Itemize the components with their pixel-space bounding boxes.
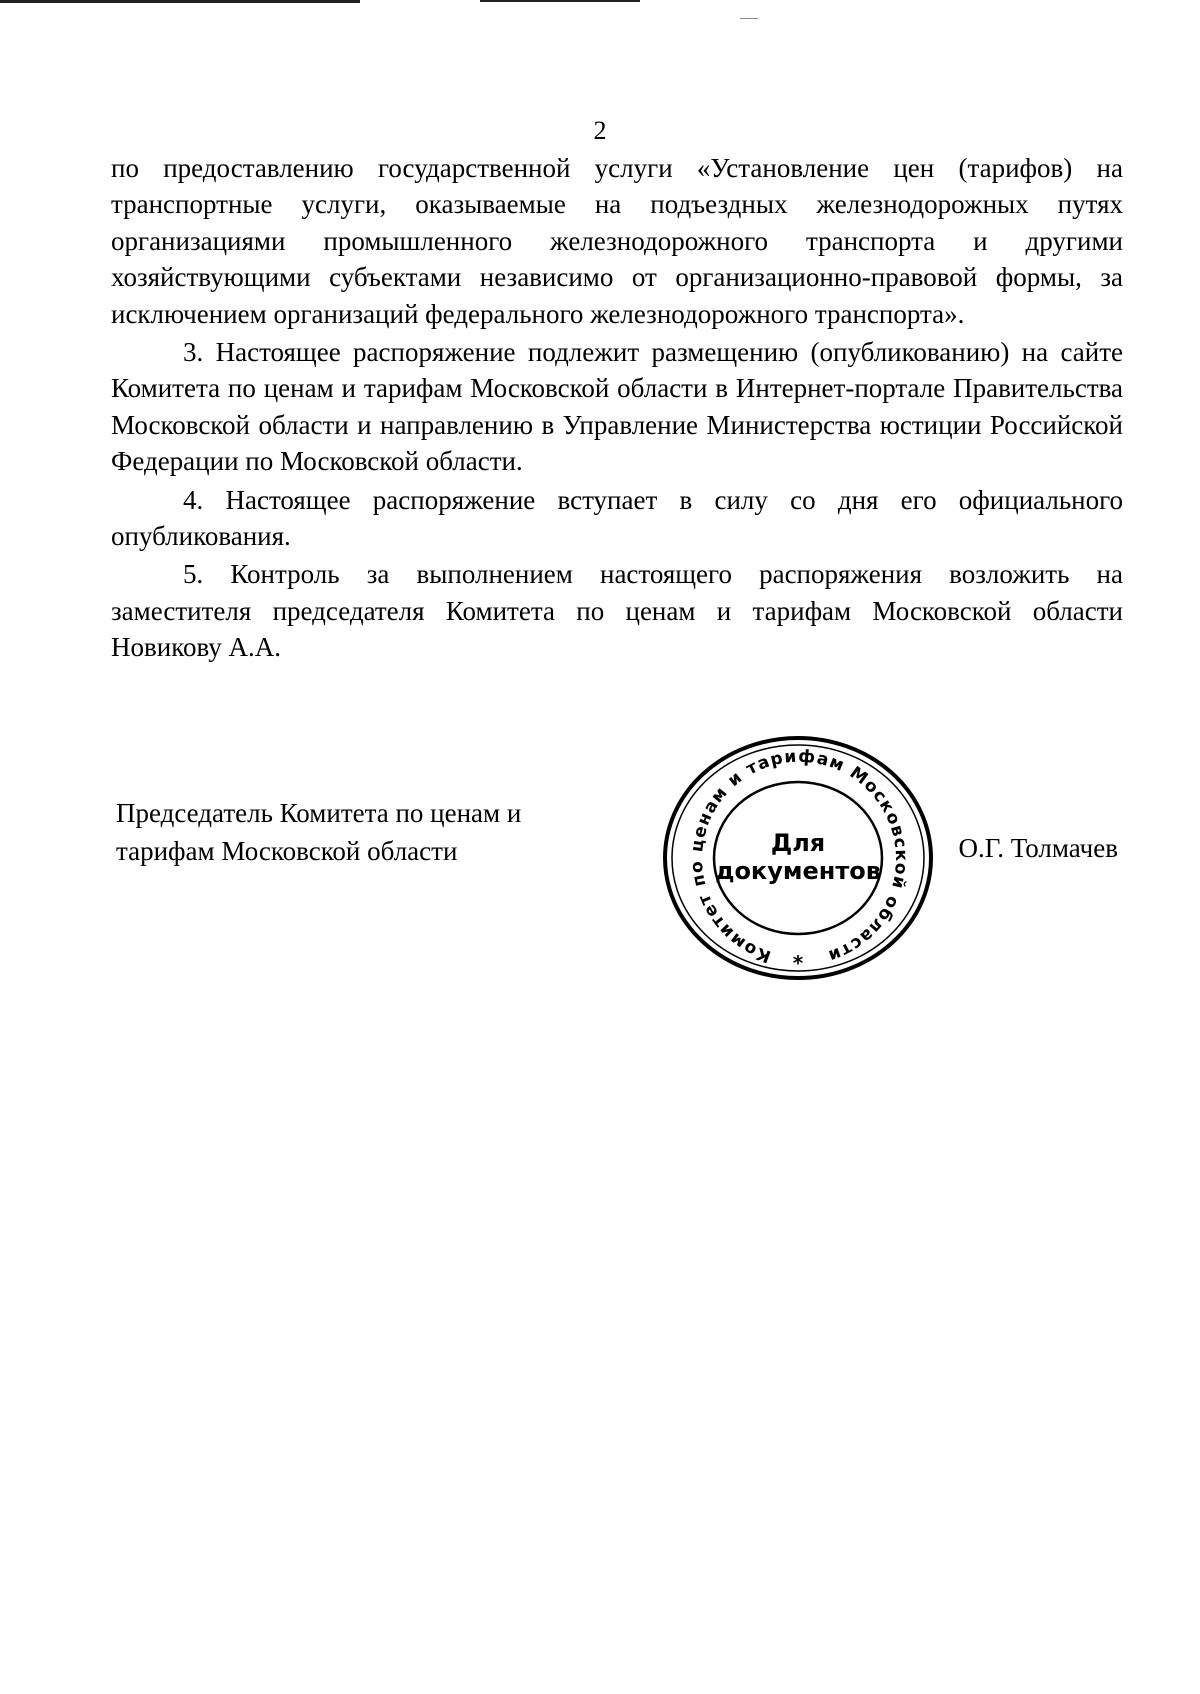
scan-edge-mark: [740, 18, 758, 19]
stamp-star-icon: *: [792, 951, 804, 975]
signatory-position-line: тарифам Московской области: [116, 836, 458, 866]
stamp-center-line2: документов: [715, 857, 881, 885]
scan-edge-mark: [480, 0, 640, 2]
document-body: [111, 150, 1123, 666]
signatory-position-line: Председатель Комитета по ценам и: [116, 798, 522, 828]
signatory-position: [116, 794, 521, 870]
paragraph-item-5: 5. Контроль за выполнением настоящего распоряжения возложить на заместителя председателя Комитета по ценам и тарифам Московской области Новикову А.А.: [111, 559, 1123, 663]
official-stamp: [658, 732, 938, 984]
stamp-ring-text: Комитет по ценам и тарифам Московской области: [686, 746, 912, 967]
scan-edge-mark: [0, 0, 360, 3]
paragraph-item-3: 3. Настоящее распоряжение подлежит размещению (опубликованию) на сайте Комитета по ценам и тарифам Московской области в Интернет-портале Правительства Московской области и направлению в Управление Министерства юстиции Российской Федерации по Московской области.: [111, 337, 1123, 477]
paragraph-item-4: 4. Настоящее распоряжение вступает в силу со дня его официального опубликования.: [111, 484, 1123, 552]
stamp-center-line1: Для: [770, 829, 826, 857]
page-number: 2: [593, 116, 607, 145]
signatory-name: О.Г. Толмачев: [958, 833, 1118, 863]
paragraph-continuation: по предоставлению государственной услуги «Установление цен (тарифов) на транспортные услуги, оказываемые на подъездных железнодорожных путях организациями промышленного железнодорожного транспорта и другими хозяйствующими субъектами независимо от организационно-правовой формы, за исключением организаций федерального железнодорожного транспорта».: [111, 153, 1123, 329]
